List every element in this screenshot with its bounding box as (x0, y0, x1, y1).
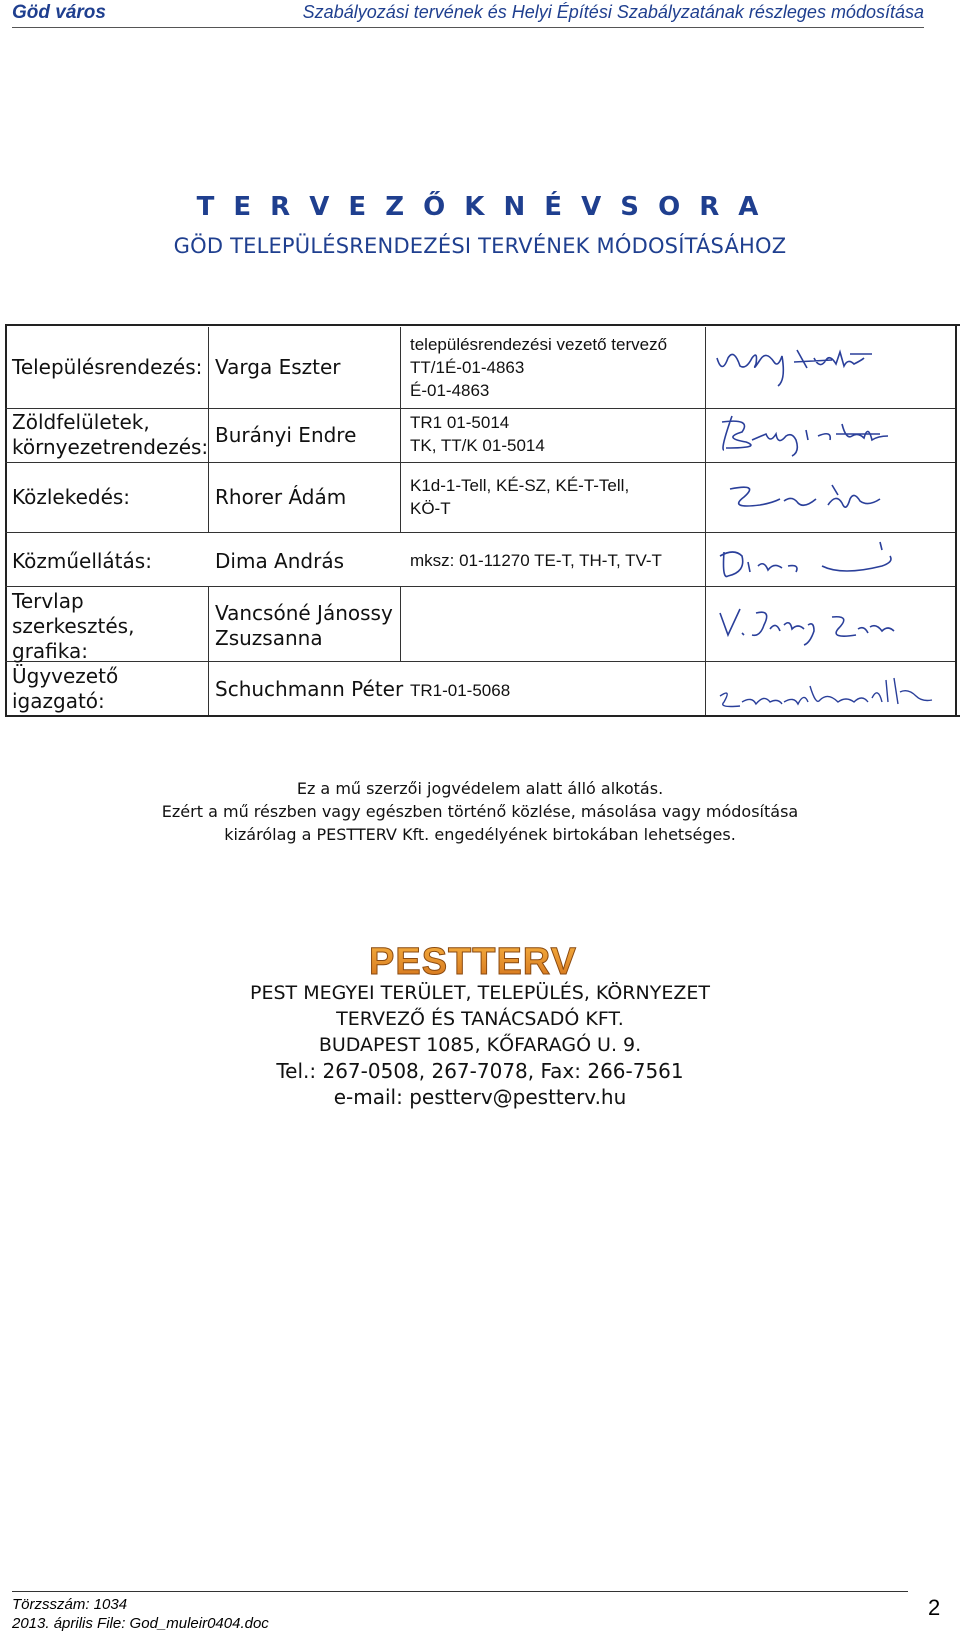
name-cell: Varga Eszter (215, 355, 341, 379)
copyright-notice (0, 777, 960, 846)
credential-cell: mksz: 01-11270 TE-T, TH-T, TV-T (410, 551, 662, 570)
role-cell (12, 589, 134, 664)
role-cell (12, 410, 208, 460)
role-line: grafika: (12, 639, 88, 663)
company-line-2: TERVEZŐ ÉS TANÁCSADÓ KFT. (336, 1008, 624, 1030)
notice-line: Ez a mű szerzői jogvédelem alatt álló alkotás. (296, 779, 664, 798)
footer-line-2: 2013. április File: God_muleir0404.doc (12, 1615, 269, 1632)
logo-text: PESTTERV (369, 941, 577, 981)
name-cell: Rhorer Ádám (215, 485, 347, 509)
signature-schuchmann (712, 666, 942, 716)
role-cell: Közműellátás: (12, 549, 152, 573)
credential-cell (410, 411, 545, 457)
credential-line: településrendezési vezető tervező (410, 335, 668, 354)
running-header (12, 0, 924, 28)
page-footer (12, 1591, 908, 1632)
table-right-border (955, 324, 957, 717)
row-divider (5, 586, 955, 587)
credential-line: K1d-1-Tell, KÉ-SZ, KÉ-T-Tell, (410, 476, 630, 495)
signature-varga (712, 340, 892, 395)
company-line-3: BUDAPEST 1085, KŐFARAGÓ U. 9. (318, 1034, 642, 1056)
credential-line: TR1 01-5014 (410, 413, 510, 432)
role-line: Tervlap (12, 589, 84, 613)
credential-line: TK, TT/K 01-5014 (410, 436, 545, 455)
credential-cell: TR1-01-5068 (410, 681, 511, 700)
name-line: Zsuzsanna (215, 626, 323, 650)
name-cell: Schuchmann Péter (215, 677, 404, 701)
credential-cell (410, 474, 629, 520)
company-email: e-mail: pestterv@pestterv.hu (333, 1085, 627, 1109)
credential-line: É-01-4863 (410, 381, 490, 400)
role-line: igazgató: (12, 689, 105, 713)
row-divider (5, 408, 955, 409)
role-cell (12, 664, 118, 714)
signature-rhorer (720, 475, 900, 525)
credential-line: TT/1É-01-4863 (410, 358, 525, 377)
role-cell: Közlekedés: (12, 485, 131, 509)
name-cell: Dima András (215, 549, 345, 573)
notice-line: kizárólag a PESTTERV Kft. engedélyének birtokában lehetséges. (224, 825, 736, 844)
signature-dima (712, 536, 912, 586)
col-divider (705, 327, 706, 715)
row-divider (5, 661, 955, 662)
header-right: Szabályozási tervének és Helyi Építési Szabályzatának részleges módosítása (302, 2, 924, 22)
role-line: szerkesztés, (12, 614, 135, 638)
row-divider (5, 462, 955, 463)
name-cell (215, 601, 393, 651)
credential-line: KÖ-T (410, 499, 451, 518)
notice-line: Ezért a mű részben vagy egészben történő közlése, másolása vagy módosítása (161, 802, 799, 821)
role-line: környezetrendezés: (12, 435, 209, 459)
signature-vancsone (712, 595, 912, 655)
company-address (0, 980, 960, 1110)
pestterv-logo (365, 941, 585, 981)
col-divider (400, 327, 401, 532)
page-title: T E R V E Z Ő K N É V S O R A (196, 192, 764, 222)
company-phone: Tel.: 267-0508, 267-7078, Fax: 266-7561 (276, 1059, 684, 1083)
col-divider (400, 586, 401, 661)
row-divider (5, 532, 955, 533)
header-left: Göd város (12, 2, 106, 23)
credential-cell (410, 333, 667, 402)
name-line: Vancsóné Jánossy (215, 601, 393, 625)
signature-buranyi (712, 410, 912, 460)
company-line-1: PEST MEGYEI TERÜLET, TELEPÜLÉS, KÖRNYEZET (250, 982, 710, 1004)
name-cell: Burányi Endre (215, 423, 357, 447)
role-line: Ügyvezető (12, 664, 119, 688)
page-subtitle: GÖD TELEPÜLÉSRENDEZÉSI TERVÉNEK MÓDOSÍTÁSÁHOZ (173, 234, 787, 258)
role-line: Zöldfelületek, (12, 410, 150, 434)
role-cell: Településrendezés: (12, 355, 203, 379)
col-divider (208, 586, 209, 715)
footer-line-1: Törzsszám: 1034 (12, 1596, 128, 1613)
page-number: 2 (928, 1595, 941, 1620)
